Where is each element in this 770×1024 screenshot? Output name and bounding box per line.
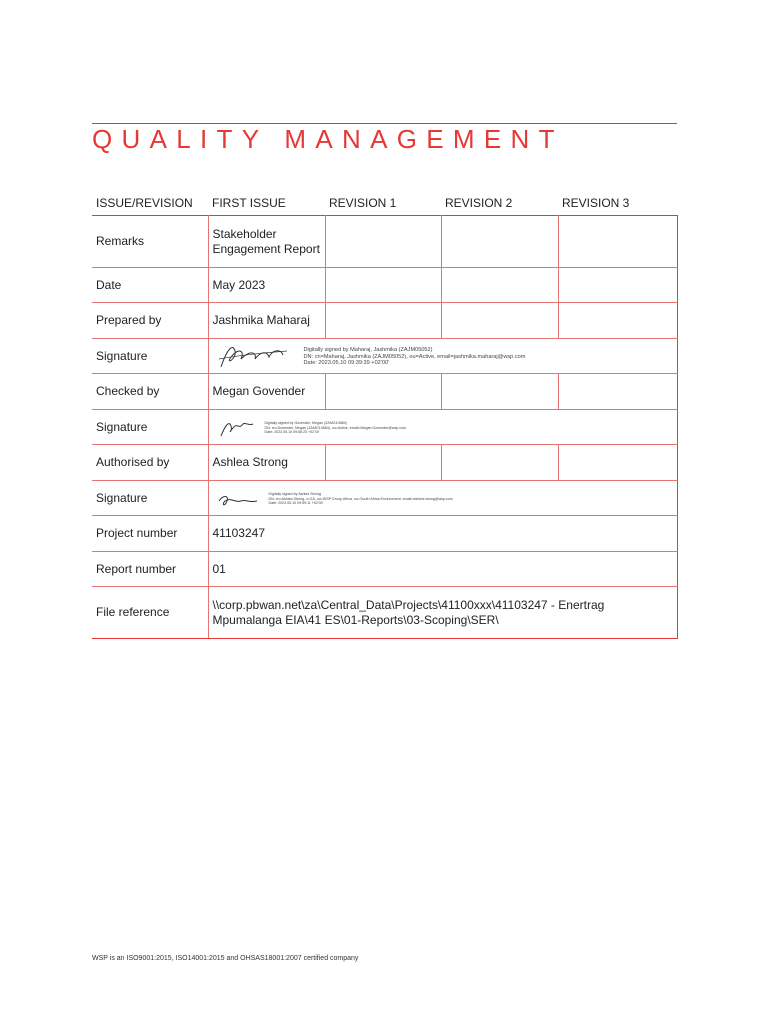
header-revision-3: REVISION 3	[562, 196, 630, 210]
remarks-rev3	[558, 216, 677, 268]
digital-signature-2	[217, 416, 407, 440]
table-row	[92, 339, 677, 374]
header-revision-1: REVISION 1	[329, 196, 397, 210]
prepared-by-rev2	[441, 303, 558, 339]
certification-footer: WSP is an ISO9001:2015, ISO14001:2015 and OHSAS18001:2007 certified company	[92, 955, 359, 962]
row-label-file-reference: File reference	[92, 587, 208, 639]
signature-1-cell	[208, 339, 677, 374]
signature-2-cell	[208, 410, 677, 445]
digital-signature-3	[215, 487, 453, 511]
row-label-project-number: Project number	[92, 516, 208, 552]
row-label-date: Date	[92, 268, 208, 303]
remarks-rev1	[325, 216, 441, 268]
authorised-by-rev1	[325, 445, 441, 481]
table-row	[92, 552, 677, 587]
remarks-value: Stakeholder Engagement Report	[208, 216, 325, 268]
page-title: QUALITY MANAGEMENT	[92, 124, 564, 154]
signature-3-note: Digitally signed by Ashlea Strong DN: cn=Ashlea Strong, o=ZA, ou=WSP Group Africa, ou=South Africa Environment, email=ashlea.strong@wsp.com Date: 2023.05.10 09:59:11 +02'00'	[268, 492, 453, 506]
table-row	[92, 516, 677, 552]
handwritten-signature-2-icon	[217, 416, 257, 440]
signature-2-note: Digitally signed by Govender, Megan (ZAMG10884) DN: cn=Govender, Megan (ZAMG10884), ou=Active, email=Megan.Govender@wsp.com Date: 2023.05.10 09:56:25 +02'00'	[264, 421, 407, 435]
authorised-by-rev2	[441, 445, 558, 481]
row-label-prepared-by: Prepared by	[92, 303, 208, 339]
checked-by-value: Megan Govender	[208, 374, 325, 410]
header-issue-revision: ISSUE/REVISION	[96, 196, 193, 210]
date-rev1	[325, 268, 441, 303]
row-label-remarks: Remarks	[92, 216, 208, 268]
digital-signature-1	[211, 341, 526, 373]
date-rev3	[558, 268, 677, 303]
row-label-signature-3: Signature	[92, 481, 208, 516]
authorised-by-value: Ashlea Strong	[208, 445, 325, 481]
project-number-value: 41103247	[208, 516, 677, 552]
table-row	[92, 410, 677, 445]
date-rev2	[441, 268, 558, 303]
prepared-by-value: Jashmika Maharaj	[208, 303, 325, 339]
authorised-by-rev3	[558, 445, 677, 481]
revision-header	[92, 196, 677, 214]
table-row	[92, 303, 677, 339]
table-row	[92, 587, 677, 639]
row-label-checked-by: Checked by	[92, 374, 208, 410]
checked-by-rev2	[441, 374, 558, 410]
handwritten-signature-3-icon	[215, 487, 261, 511]
signature-1-note: Digitally signed by Maharaj, Jashmika (ZAJM05052) DN: cn=Maharaj, Jashmika (ZAJM05052), ou=Active, email=jashmika.maharaj@wsp.com Date: 2023.05.10 09:39:39 +02'00'	[303, 347, 526, 367]
quality-table	[92, 215, 678, 639]
table-row	[92, 481, 677, 516]
header-first-issue: FIRST ISSUE	[212, 196, 286, 210]
report-number-value: 01	[208, 552, 677, 587]
table-row	[92, 374, 677, 410]
remarks-rev2	[441, 216, 558, 268]
date-value: May 2023	[208, 268, 325, 303]
signature-3-cell	[208, 481, 677, 516]
checked-by-rev1	[325, 374, 441, 410]
row-label-signature-2: Signature	[92, 410, 208, 445]
row-label-report-number: Report number	[92, 552, 208, 587]
prepared-by-rev3	[558, 303, 677, 339]
prepared-by-rev1	[325, 303, 441, 339]
row-label-signature-1: Signature	[92, 339, 208, 374]
table-row	[92, 445, 677, 481]
table-row	[92, 216, 677, 268]
header-revision-2: REVISION 2	[445, 196, 513, 210]
row-label-authorised-by: Authorised by	[92, 445, 208, 481]
handwritten-signature-1-icon	[211, 341, 296, 373]
file-reference-value: \\corp.pbwan.net\za\Central_Data\Projects\41100xxx\41103247 - Enertrag Mpumalanga EIA\41 ES\01-Reports\03-Scoping\SER\	[208, 587, 677, 639]
checked-by-rev3	[558, 374, 677, 410]
table-row	[92, 268, 677, 303]
